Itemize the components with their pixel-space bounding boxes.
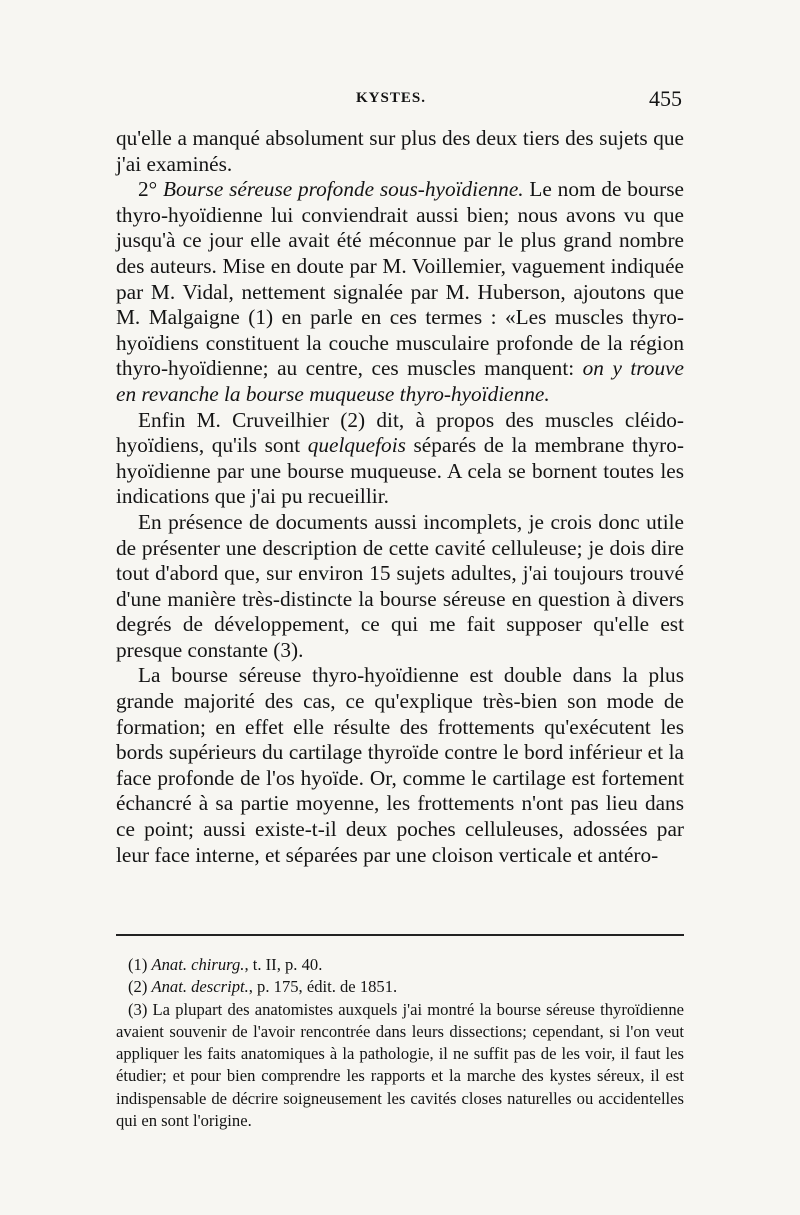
footnote-1-number: (1): [128, 955, 152, 974]
paragraph-3: [116, 408, 684, 510]
section-number: 2°: [138, 177, 163, 202]
footnote-2: [116, 976, 684, 998]
paragraph-2: [116, 177, 684, 407]
footnote-2-ref: , p. 175, édit. de 1851.: [248, 977, 398, 997]
running-head: KYSTES.: [356, 90, 426, 106]
paragraph-3-text-b: séparés de la membrane thyro-hyoïdienne par une bourse muqueuse. A cela se bornent toutes les indications que j'ai pu recueillir.: [116, 433, 684, 509]
footnote-separator: [116, 934, 684, 936]
footnote-2-number: (2): [128, 977, 152, 997]
malgaigne-quote: on y trouve en revanche la bourse muqueuse thyro-hyoïdienne.: [116, 356, 684, 406]
paragraph-1: qu'elle a manqué absolument sur plus des deux tiers des sujets que j'ai examinés.: [116, 126, 684, 176]
page-header: [116, 86, 682, 120]
footnote-2-title: Anat. descript.: [151, 977, 249, 997]
footnotes: [116, 954, 684, 1132]
paragraph-4: En présence de documents aussi incomplets, je crois donc utile de présenter une description de cette cavité celluleuse; je dois dire tout d'abord que, sur environ 15 sujets adultes, j'ai toujours trouvé d'une manière très-distincte la bourse séreuse en question à divers degrés de développement, ce qui me fait supposer qu'elle est presque constante (3).: [116, 509, 684, 662]
paragraph-5: La bourse séreuse thyro-hyoïdienne est double dans la plus grande majorité des cas, ce qu'explique très-bien son mode de formation; en effet elle résulte des frottements qu'exécutent les bords supérieurs du cartilage thyroïde contre le bord inférieur et la face profonde de l'os hyoïde. Or, comme le cartilage est fortement échancré à sa partie moyenne, les frottements n'ont pas lieu dans ce point; aussi existe-t-il deux poches celluleuses, adossées par leur face interne, et séparées par une cloison verticale et antéro-: [116, 663, 684, 867]
footnote-1-ref: , t. II, p. 40.: [244, 955, 323, 974]
paragraph-2-text: Le nom de bourse thyro-hyoïdienne lui conviendrait aussi bien; nous avons vu que jusqu'à ce jour elle avait été méconnue par le plus grand nombre des auteurs. Mise en doute par M. Voillemier, vaguement indiquée par M. Vidal, nettement signalée par M. Huberson, ajoutons que M. Malgaigne (1) en parle en ces termes : «Les muscles thyro-hyoïdiens constituent la couche musculaire profonde de la région thyro-hyoïdienne; au centre, ces muscles manquent:: [116, 177, 684, 381]
footnote-3: (3) La plupart des anatomistes auxquels j'ai montré la bourse séreuse thyroïdienne avaient souvenir de l'avoir rencontrée dans leurs dissections; cependant, si l'on veut appliquer les faits anatomiques à la pathologie, il ne suffit pas de les voir, il faut les étudier; et pour bien comprendre les rapports et la marche des kystes séreux, il est indispensable de décrire soigneusement les cavités closes naturelles ou accidentelles qui en sont l'origine.: [116, 999, 684, 1131]
paragraph-3-text-a: Enfin M. Cruveilhier (2) dit, à propos des muscles cléido-hyoïdiens, qu'ils sont: [116, 407, 684, 458]
footnote-1-title: Anat. chirurg.: [151, 955, 245, 974]
footnote-1: [116, 954, 684, 976]
emphasis-quelquefois: quelquefois: [307, 433, 406, 458]
main-text: [116, 126, 684, 868]
section-title: Bourse séreuse profonde sous-hyoïdienne.: [162, 177, 524, 202]
page-number: 455: [649, 86, 682, 111]
